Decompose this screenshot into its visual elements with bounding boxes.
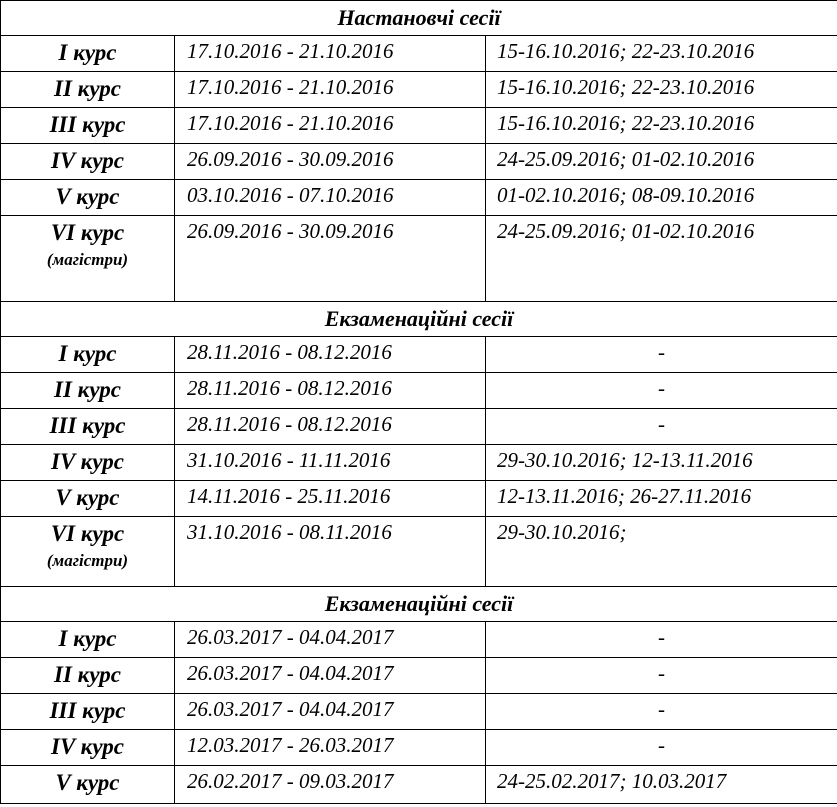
dates-cell: 03.10.2016 - 07.10.2016 — [175, 180, 486, 216]
section-header-row — [1, 302, 837, 337]
course-label: I курс — [58, 40, 117, 65]
course-sublabel: (магістри) — [46, 551, 129, 570]
course-cell — [1, 694, 175, 730]
dates-cell: 12.03.2017 - 26.03.2017 — [175, 730, 486, 766]
table-row — [1, 517, 837, 587]
extra-dates-cell: 24-25.09.2016; 01-02.10.2016 — [486, 144, 837, 180]
extra-dates-cell: 24-25.09.2016; 01-02.10.2016 — [486, 216, 837, 302]
course-label: VI курс — [50, 521, 125, 546]
extra-dates-cell: - — [486, 337, 837, 373]
course-label: V курс — [55, 770, 120, 795]
course-label: I курс — [58, 626, 117, 651]
extra-dates-cell: - — [486, 730, 837, 766]
course-cell — [1, 730, 175, 766]
course-label: V курс — [55, 485, 120, 510]
extra-dates-cell: 12-13.11.2016; 26-27.11.2016 — [486, 481, 837, 517]
section-header-row — [1, 1, 837, 36]
course-label: V курс — [55, 184, 120, 209]
course-label: III курс — [49, 413, 126, 438]
course-cell — [1, 216, 175, 302]
extra-dates-cell: 29-30.10.2016; — [486, 517, 837, 587]
course-label: III курс — [49, 698, 126, 723]
course-label: II курс — [54, 76, 121, 101]
table-row — [1, 337, 837, 373]
course-cell — [1, 36, 175, 72]
dates-cell: 17.10.2016 - 21.10.2016 — [175, 72, 486, 108]
dates-cell: 31.10.2016 - 11.11.2016 — [175, 445, 486, 481]
dates-cell: 28.11.2016 - 08.12.2016 — [175, 373, 486, 409]
dates-cell: 17.10.2016 - 21.10.2016 — [175, 36, 486, 72]
table-row — [1, 180, 837, 216]
table-row — [1, 144, 837, 180]
extra-dates-cell: 15-16.10.2016; 22-23.10.2016 — [486, 36, 837, 72]
dates-cell: 26.02.2017 - 09.03.2017 — [175, 766, 486, 804]
course-label: IV курс — [51, 734, 124, 759]
course-label: II курс — [54, 377, 121, 402]
table-row — [1, 730, 837, 766]
dates-cell: 17.10.2016 - 21.10.2016 — [175, 108, 486, 144]
table-row — [1, 658, 837, 694]
course-label: IV курс — [51, 449, 124, 474]
course-label: VI курс — [50, 220, 125, 245]
course-cell — [1, 517, 175, 587]
course-label: II курс — [54, 662, 121, 687]
course-cell — [1, 658, 175, 694]
course-cell — [1, 445, 175, 481]
course-label: III курс — [49, 112, 126, 137]
section-title: Екзаменаційні сесії — [1, 302, 837, 337]
dates-cell: 26.03.2017 - 04.04.2017 — [175, 658, 486, 694]
extra-dates-cell: 24-25.02.2017; 10.03.2017 — [486, 766, 837, 804]
table-row — [1, 694, 837, 730]
table-row — [1, 766, 837, 804]
dates-cell: 28.11.2016 - 08.12.2016 — [175, 337, 486, 373]
extra-dates-cell: - — [486, 694, 837, 730]
course-label: I курс — [58, 341, 117, 366]
course-cell — [1, 409, 175, 445]
course-sublabel: (магістри) — [46, 250, 129, 269]
section-header-row — [1, 587, 837, 622]
table-row — [1, 216, 837, 302]
table-row — [1, 108, 837, 144]
extra-dates-cell: 15-16.10.2016; 22-23.10.2016 — [486, 108, 837, 144]
extra-dates-cell: - — [486, 622, 837, 658]
table-row — [1, 409, 837, 445]
dates-cell: 14.11.2016 - 25.11.2016 — [175, 481, 486, 517]
dates-cell: 26.09.2016 - 30.09.2016 — [175, 216, 486, 302]
table-row — [1, 481, 837, 517]
course-cell — [1, 622, 175, 658]
extra-dates-cell: - — [486, 409, 837, 445]
extra-dates-cell: - — [486, 658, 837, 694]
extra-dates-cell: 15-16.10.2016; 22-23.10.2016 — [486, 72, 837, 108]
table-row — [1, 445, 837, 481]
extra-dates-cell: - — [486, 373, 837, 409]
section-title: Екзаменаційні сесії — [1, 587, 837, 622]
course-cell — [1, 373, 175, 409]
course-label: IV курс — [51, 148, 124, 173]
table-row — [1, 373, 837, 409]
dates-cell: 28.11.2016 - 08.12.2016 — [175, 409, 486, 445]
dates-cell: 26.09.2016 - 30.09.2016 — [175, 144, 486, 180]
course-cell — [1, 72, 175, 108]
extra-dates-cell: 01-02.10.2016; 08-09.10.2016 — [486, 180, 837, 216]
extra-dates-cell: 29-30.10.2016; 12-13.11.2016 — [486, 445, 837, 481]
course-cell — [1, 766, 175, 804]
course-cell — [1, 108, 175, 144]
course-cell — [1, 481, 175, 517]
table-row — [1, 36, 837, 72]
dates-cell: 26.03.2017 - 04.04.2017 — [175, 694, 486, 730]
dates-cell: 31.10.2016 - 08.11.2016 — [175, 517, 486, 587]
course-cell — [1, 180, 175, 216]
table-row — [1, 72, 837, 108]
section-title: Настановчі сесії — [1, 1, 837, 36]
course-cell — [1, 337, 175, 373]
table-row — [1, 622, 837, 658]
dates-cell: 26.03.2017 - 04.04.2017 — [175, 622, 486, 658]
course-cell — [1, 144, 175, 180]
